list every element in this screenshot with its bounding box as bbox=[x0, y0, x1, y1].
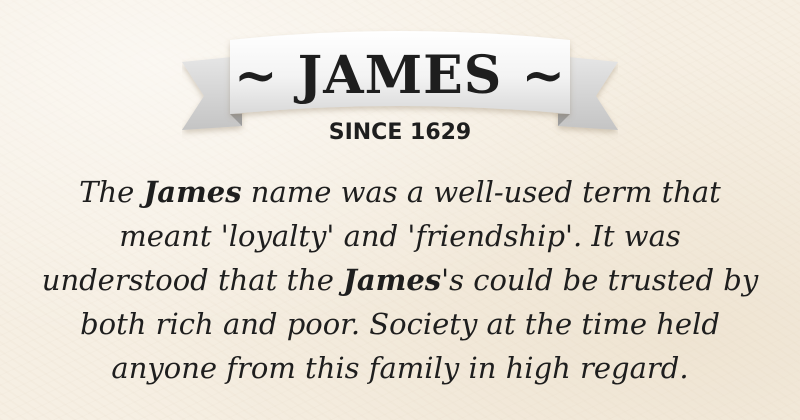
surname-emphasis: James bbox=[143, 175, 242, 209]
surname-title: ~ JAMES ~ bbox=[233, 45, 567, 106]
description-line-2: meant 'loyalty' and 'friendship'. It was bbox=[119, 219, 681, 253]
surname-description bbox=[20, 170, 780, 390]
description-line-3: understood that the James's could be trusted by bbox=[41, 263, 759, 297]
description-line-1: The James name was a well-used term that bbox=[79, 175, 721, 209]
since-year-label: SINCE 1629 bbox=[328, 120, 472, 145]
description-line-5: anyone from this family in high regard. bbox=[111, 351, 689, 385]
surname-emphasis: James bbox=[343, 263, 442, 297]
description-line-4: both rich and poor. Society at the time held bbox=[80, 307, 720, 341]
